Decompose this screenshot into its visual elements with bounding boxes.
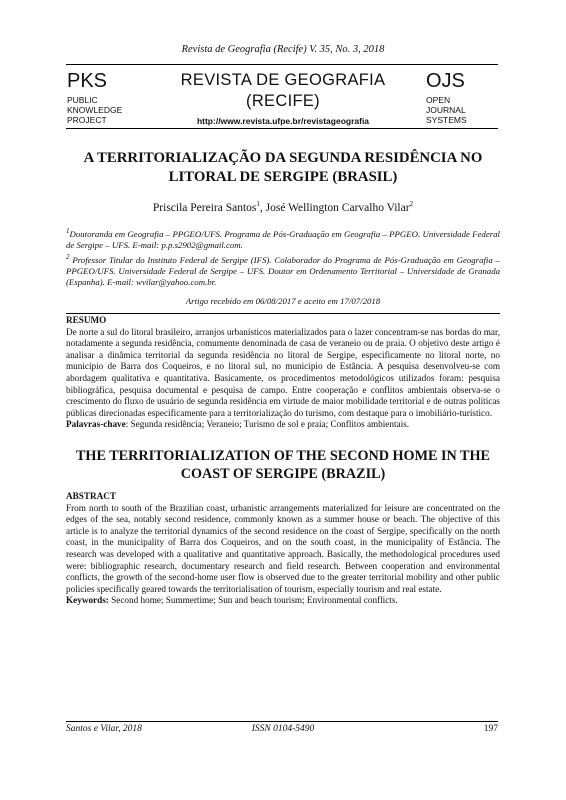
abstract-text: From north to south of the Brazilian coast, urbanistic arrangements materialized for leisure are concentrated on the edges of the sea, notably second residence, commonly known as a summer house or beach. The objective of this article is to analyze the territorial dynamics of the second residence on the coast of Sergipe, specifically on the north coast, in the municipality of Barra dos Coqueiros, and on the south coast, in the municipality of Estância. The research was developed with a qualitative and quantitative approach. Basically, the methodological procedures used were: bibliographic research, documentary research and field research. Between cooperation and environmental conflicts, the growth of the second-home user flow is observed due to the greater territorial mobility and other public policies specifically geared towards the territorialisation of tourism, especially tourism and real estate. (66, 502, 500, 594)
english-title (66, 447, 500, 483)
journal-title-line2: (RECIFE) (246, 92, 320, 110)
ojs-logo (426, 70, 498, 125)
keywords-label: Keywords: (66, 595, 109, 606)
author-name: José Wellington Carvalho Vilar (265, 201, 410, 214)
affiliation-sup: 1 (66, 227, 70, 235)
pks-logo (67, 70, 139, 125)
affiliation-text: Doutoranda em Geografia – PPGEO/UFS. Programa de Pós-Graduação em Geografia – PPGEO. Universidade Federal de Sergipe – UFS. E-mail: p.p.s2902@gmail.com. (66, 228, 500, 250)
resumo-section (66, 313, 500, 431)
article-title-line1: A TERRITORIALIZAÇÃO DA SEGUNDA RESIDÊNCIA NO (83, 150, 483, 166)
keywords-label: Palavras-chave (66, 419, 126, 430)
journal-title-line1: REVISTA DE GEOGRAFIA (180, 71, 386, 89)
article-title-line2: LITORAL DE SERGIPE (BRASIL) (168, 169, 398, 185)
journal-url[interactable]: http://www.revista.ufpe.br/revistageografia (196, 116, 370, 126)
affiliation-sup: 2 (66, 253, 70, 261)
journal-masthead (150, 70, 416, 126)
english-title-line2: COAST OF SERGIPE (BRAZIL) (180, 466, 386, 482)
pks-logo-lines (67, 95, 139, 125)
resumo-heading: RESUMO (66, 315, 107, 325)
ojs-logo-big: OJS (426, 70, 465, 92)
author-sup: 2 (409, 200, 414, 208)
header-rule-top (66, 64, 498, 65)
ojs-line: SYSTEMS (426, 115, 467, 125)
pks-line: PROJECT (67, 115, 107, 125)
affiliation-2 (66, 252, 500, 288)
journal-citation: Revista de Geografia (Recife) V. 35, No. 3, 2018 (181, 44, 385, 55)
page-number: 197 (483, 724, 498, 734)
author-name: Priscila Pereira Santos (152, 201, 257, 214)
keywords-text: Second home; Summertime; Sun and beach tourism; Environmental conflicts. (108, 595, 398, 606)
english-title-line1: THE TERRITORIALIZATION OF THE SECOND HOME IN THE (75, 448, 491, 464)
footer-issn: ISSN 0104-5490 (251, 724, 315, 734)
pks-line: PUBLIC (67, 95, 98, 105)
pks-logo-big: PKS (67, 70, 108, 92)
author-sup: 1 (256, 200, 260, 208)
abstract-section (66, 491, 500, 607)
affiliation-text: Professor Titular do Instituto Federal de Sergipe (IFS). Colaborador do Programa de Pós-Graduação em Geografia – PPGEO/UFS. Universidade Federal de Sergipe – UFS. Doutor em Ordenamento Territorial – Universidade de Granada (Espanha). E-mail: wvilar@yahoo.com.br. (66, 254, 500, 287)
author-separator: , (259, 201, 266, 214)
article-title (66, 149, 500, 187)
header-rule-bottom (66, 128, 498, 129)
resumo-rule (66, 313, 500, 314)
footer-citation: Santos e Vilar, 2018 (66, 724, 142, 734)
abstract-heading: ABSTRACT (66, 491, 117, 501)
keywords-text: : Segunda residência; Veraneio; Turismo de sol e praia; Conflitos ambientais. (125, 419, 410, 430)
author-list (0, 200, 566, 214)
resumo-keywords (66, 419, 500, 431)
pks-line: KNOWLEDGE (67, 105, 123, 115)
ojs-line: JOURNAL (426, 105, 466, 115)
abstract-keywords (66, 595, 500, 607)
ojs-line: OPEN (426, 95, 451, 105)
footer-rule (66, 721, 498, 722)
ojs-logo-lines (426, 95, 498, 125)
received-dates: Artigo recebido em 06/08/2017 e aceito em 17/07/2018 (185, 296, 381, 306)
resumo-text: De norte a sul do litoral brasileiro, arranjos urbanísticos materializados para o lazer concentram-se nas bordas do mar, notadamente a segunda residência, comumente denominada de casa de veraneio ou de praia. O objetivo deste artigo é analisar a dinâmica territorial da segunda residência no litoral de Sergipe, especificamente no litoral norte, no município de Barra dos Coqueiros, e no litoral sul, no município de Estância. A pesquisa desenvolveu-se com abordagem qualitativa e quantitativa. Basicamente, os procedimentos metodológicos utilizados foram: pesquisa bibliográfica, pesquisa documental e pesquisa de campo. Entre cooperação e conflitos ambientais observa-se o crescimento do fluxo de usuário de segunda residência em virtude de maior mobilidade territorial e de outras políticas públicas direcionadas especificamente para a territorialização do turismo, com destaque para o imobiliário-turístico. (66, 326, 500, 418)
affiliation-1 (66, 226, 500, 251)
